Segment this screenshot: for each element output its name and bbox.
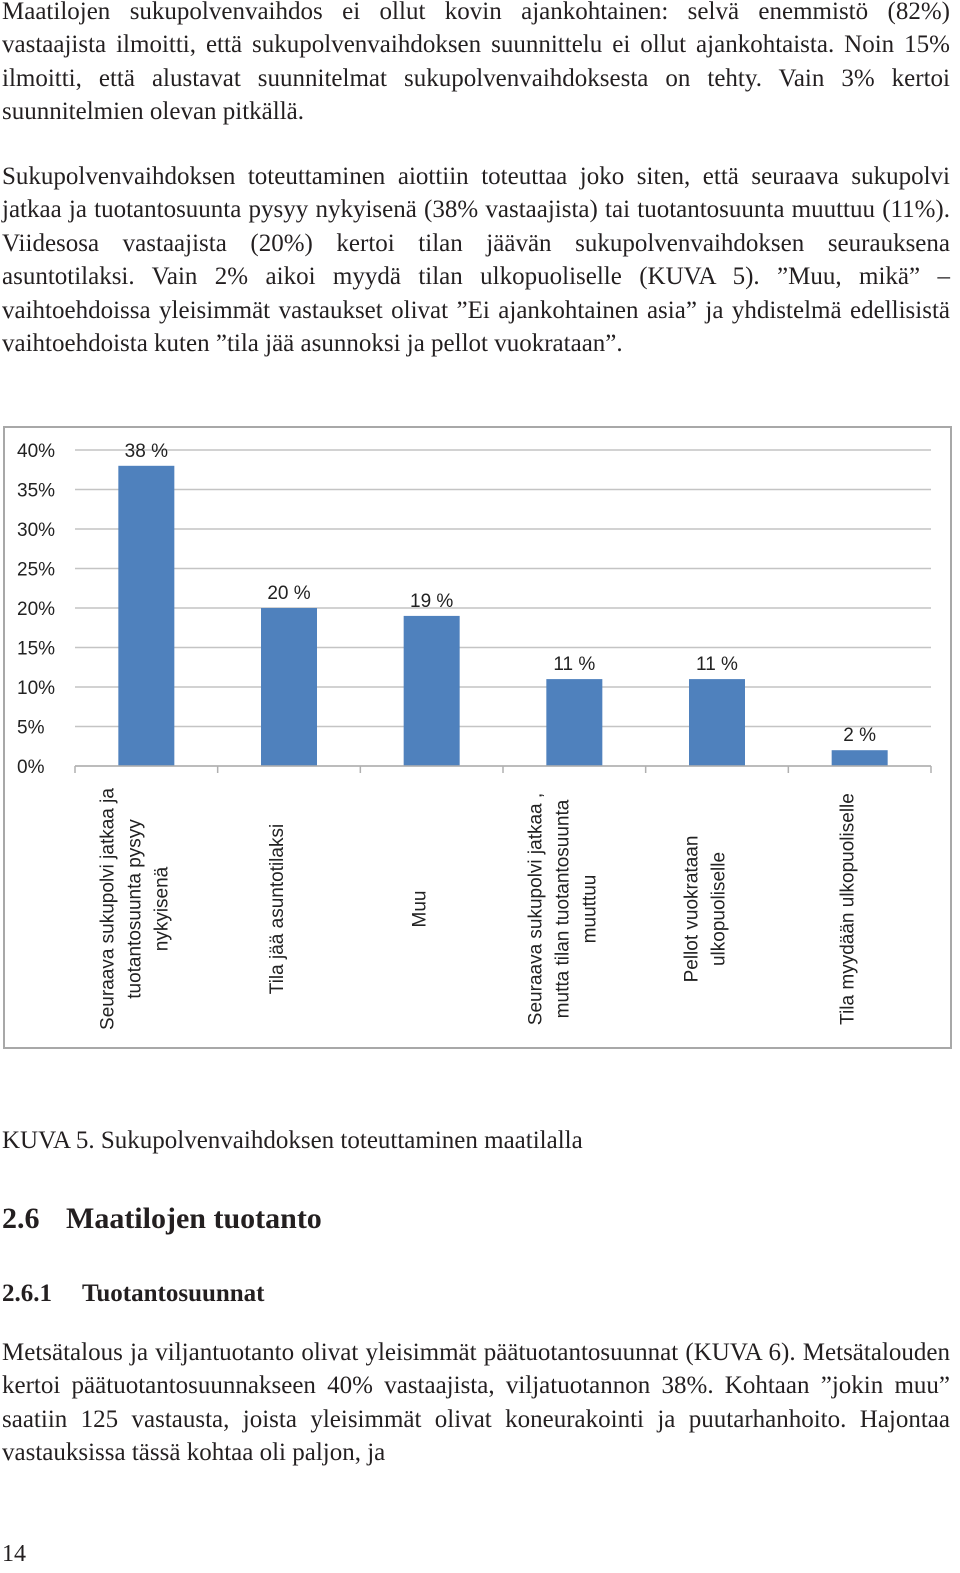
bar bbox=[404, 616, 460, 766]
section-number: 2.6 bbox=[2, 1202, 40, 1235]
y-tick-label: 5% bbox=[17, 717, 45, 739]
data-label: 19 % bbox=[410, 590, 454, 612]
category-label-line: mutta tilan tuotantosuunta bbox=[552, 799, 574, 1019]
page-number: 14 bbox=[2, 1541, 26, 1567]
y-tick-label: 35% bbox=[17, 480, 56, 502]
category-label-line: Tila myydään ulkopuoliselle bbox=[837, 793, 859, 1025]
subsection-number: 2.6.1 bbox=[2, 1280, 52, 1307]
data-label: 11 % bbox=[553, 654, 596, 676]
category-label-line: muuttuu bbox=[579, 874, 601, 944]
bar bbox=[832, 750, 888, 766]
bar-chart-svg bbox=[5, 428, 950, 1047]
category-label-line: Seuraava sukupolvi jatkaa , bbox=[525, 792, 547, 1026]
bar bbox=[118, 466, 174, 766]
y-tick-label: 30% bbox=[17, 520, 56, 541]
y-tick-label: 40% bbox=[17, 441, 56, 462]
y-tick-label: 25% bbox=[17, 559, 56, 581]
category-label-line: nykyisenä bbox=[151, 866, 173, 952]
bar bbox=[689, 679, 745, 766]
category-label bbox=[525, 793, 600, 1025]
category-label-line: Seuraava sukupolvi jatkaa ja bbox=[97, 788, 119, 1030]
category-label bbox=[97, 788, 172, 1030]
data-label: 20 % bbox=[267, 583, 311, 604]
subsection-heading bbox=[2, 1277, 265, 1311]
category-label bbox=[267, 824, 288, 994]
y-tick-label: 10% bbox=[17, 678, 56, 699]
bar-chart bbox=[3, 426, 952, 1049]
bar bbox=[546, 679, 602, 766]
subsection-title: Tuotantosuunnat bbox=[82, 1280, 265, 1307]
data-label: 11 % bbox=[696, 654, 738, 676]
category-label bbox=[838, 793, 859, 1025]
y-tick-label: 15% bbox=[17, 638, 56, 660]
figure-caption: KUVA 5. Sukupolvenvaihdoksen toteuttaminen maatilalla bbox=[2, 1127, 583, 1154]
category-label-line: Pellot vuokrataan bbox=[681, 835, 703, 983]
y-tick-label: 20% bbox=[17, 599, 56, 620]
category-label bbox=[682, 836, 730, 983]
bar bbox=[261, 608, 317, 766]
intro-paragraph: Maatilojen sukupolvenvaihdos ei ollut kovin ajankohtainen: selvä enemmistö (82%) vastaajista ilmoitti, että sukupolvenvaihdoksen suunnittelu ei ollut ajankohtaista. Noin 15% ilmoitti, että alustavat suunnitelmat sukupolvenvaihdoksesta on tehty. Vain 3% kertoi suunnitelmien olevan pitkällä. bbox=[2, 0, 950, 126]
category-label-line: Tila jää asuntotilaksi bbox=[267, 823, 288, 995]
category-label-line: Muu bbox=[409, 890, 431, 928]
y-tick-label: 0% bbox=[17, 757, 45, 778]
section-heading bbox=[2, 1199, 322, 1239]
section-title: Maatilojen tuotanto bbox=[66, 1202, 322, 1235]
data-label: 38 % bbox=[124, 440, 168, 462]
category-label-line: tuotantosuunta pysyy bbox=[124, 819, 146, 999]
category-label bbox=[410, 891, 431, 928]
category-label-line: ulkopuoliselle bbox=[708, 851, 730, 967]
data-label: 2 % bbox=[843, 725, 877, 747]
production-paragraph: Metsätalous ja viljantuotanto olivat yleisimmät päätuotantosuunnat (KUVA 6). Metsätalouden kertoi päätuotantosuunnakseen 40% vastaajista, viljatuotannon 38%. Kohtaan ”jokin muu” saatiin 125 vastausta, joista yleisimmät olivat koneurakointi ja puutarhanhoito. Hajontaa vastauksissa tässä kohtaa oli paljon, ja bbox=[2, 1339, 950, 1467]
body-paragraph: Sukupolvenvaihdoksen toteuttaminen aiottiin toteuttaa joko siten, että seuraava sukupolvi jatkaa ja tuotantosuunta pysyy nykyisenä (38% vastaajista) tai tuotantosuunta muuttuu (11%). Viidesosa vastaajista (20%) kertoi tilan jäävän sukupolvenvaihdoksen seurauksena asuntotilaksi. Vain 2% aikoi myydä tilan ulkopuoliselle (KUVA 5). ”Muu, mikä” –vaihtoehdoissa yleisimmät vastaukset olivat ”Ei ajankohtainen asia” ja yhdistelmä edellisistä vaihtoehdoista kuten ”tila jää asunnoksi ja pellot vuokrataan”. bbox=[2, 163, 950, 358]
